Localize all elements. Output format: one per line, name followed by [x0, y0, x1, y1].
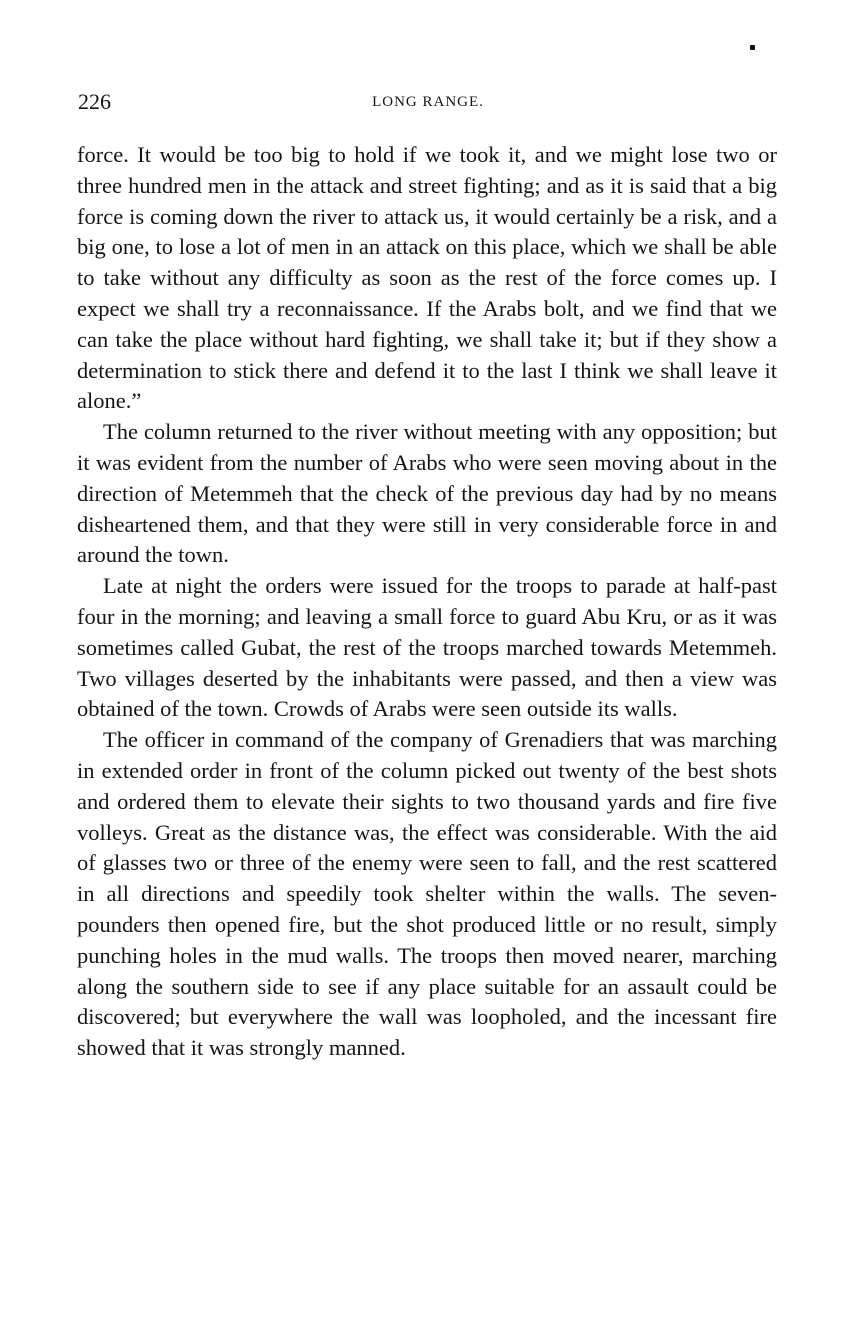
paragraph: Late at night the orders were issued for the troops to parade at half-past four in the morning; and leaving a small force to guard Abu Kru, or as it was sometimes called Gubat, the rest of the troops marched towards Metemmeh. Two villages deserted by the inhabitants were passed, and then a view was obtained of the town. Crowds of Arabs were seen outside its walls. [77, 573, 777, 722]
body-text [77, 140, 777, 1064]
paragraph: The officer in command of the company of Grenadiers that was marching in extended order in front of the column picked out twenty of the best shots and ordered them to elevate their sights to two thousand yards and fire five volleys. Great as the distance was, the effect was considerable. With the aid of glasses two or three of the enemy were seen to fall, and the rest scattered in all directions and speedily took shelter within the walls. The seven-pounders then opened fire, but the shot produced little or no result, simply punching holes in the mud walls. The troops then moved nearer, marching along the southern side to see if any place suitable for an assault could be discovered; but everywhere the wall was loopholed, and the incessant fire showed that it was strongly manned. [77, 727, 777, 1061]
page-number: 226 [78, 89, 111, 114]
running-head [78, 86, 778, 118]
running-title: LONG RANGE. [372, 94, 484, 110]
paragraph-continued: force. It would be too big to hold if we took it, and we might lose two or three hundred men in the attack and street fighting; and as it is said that a big force is coming down the river to attack us, it would certainly be a risk, and a big one, to lose a lot of men in an attack on this place, which we shall be able to take without any difficulty as soon as the rest of the force comes up. I expect we shall try a reconnaissance. If the Arabs bolt, and we find that we can take the place without hard fighting, we shall take it; but if they show a determination to stick there and defend it to the last I think we shall leave it alone.” [77, 142, 777, 414]
ink-speck [750, 45, 755, 50]
paragraph: The column returned to the river without meeting with any opposition; but it was evident from the number of Arabs who were seen moving about in the direction of Metemmeh that the check of the previous day had by no means disheartened them, and that they were still in very considerable force in and around the town. [77, 419, 777, 568]
